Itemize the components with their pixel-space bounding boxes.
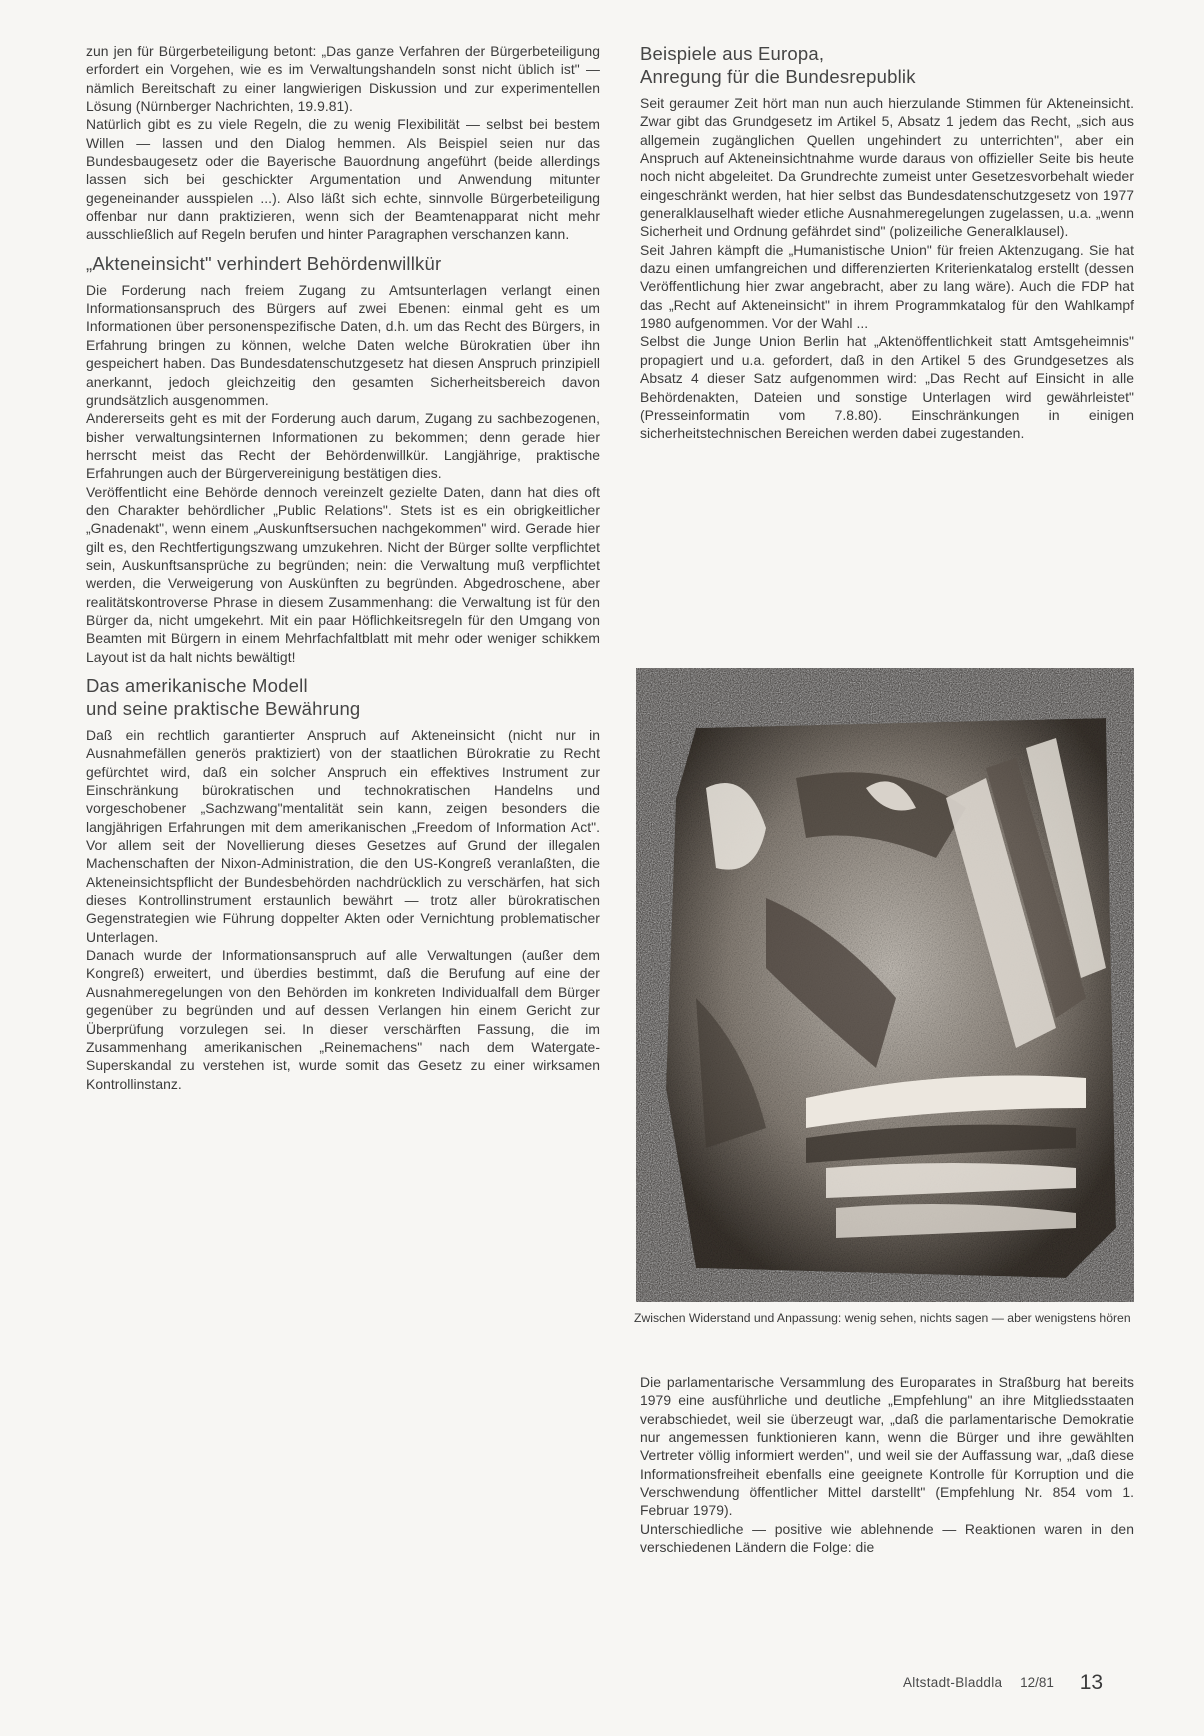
section-heading-akteneinsicht: „Akteneinsicht" verhindert Behördenwillkür — [86, 252, 442, 274]
page-number: 13 — [1079, 1671, 1104, 1694]
paragraph: Die Forderung nach freiem Zugang zu Amtsunterlagen verlangt einen Informationsanspruch des Bürgers auf zwei Ebenen: einmal geht es um Informationen über personenspezifische Daten, d.h. um das Recht des Bürgers, in Erfahrung bringen zu können, welche Daten welche Bürokratien über ihn gespeichert haben. Das Bundesdatenschutzgesetz hat diesen Anspruch prinzipiell anerkannt, jedoch gleichzeitig den gesamten Sicherheitsbereich davon grundsätzlich ausgenommen. — [86, 281, 600, 408]
page-footer — [903, 1669, 1103, 1693]
paragraph: Seit geraumer Zeit hört man nun auch hierzulande Stimmen für Akteneinsicht. Zwar gibt das Grundgesetz im Artikel 5, Absatz 1 jedem das Recht, „sich aus allgemein zugänglichen Quellen ungehindert zu unterrichten", aber ein Anspruch auf Akteneinsichtnahme wurde daraus von offizieller Seite bis heute noch nicht abgeleitet. Da Grundrechte zumeist unter Gesetzesvorbehalt wieder eingeschränkt werden, hat hier selbst das Bundesdatenschutzgesetz von 1977 generalklauselhaft wieder etliche Ausnahmeregelungen zugelassen, u.a. „wenn Sicherheit und Ordnung gefährdet sind" (polizeiliche Generalklausel). — [640, 95, 1134, 240]
heading-line-1: Beispiele aus Europa, — [640, 43, 825, 64]
paragraph: Seit Jahren kämpft die „Humanistische Union" für freien Aktenzugang. Sie hat dazu einen umfangreichen und differenzierten Kriterienkatalog erstellt (dessen Veröffentlichung hier zwar angebracht, aber zu lang wäre). Auch die FDP hat das „Recht auf Akteneinsicht" in ihrem Programmkatalog für den Wahlkampf 1980 aufgenommen. Vor der Wahl ... — [640, 241, 1134, 332]
paragraph: Veröffentlicht eine Behörde dennoch vereinzelt gezielte Daten, dann hat dies oft den Charakter behördlicher „Public Relations". Stets ist es ein obrigkeitlicher „Gnadenakt", wenn einem „Auskunftsersuchen nachgekommen" wird. Gerade hier gilt es, den Rechtfertigungszwang umzukehren. Nicht der Bürger sollte verpflichtet sein, Auskunftsansprüche zu begründen; nein: die Verwaltung muß verpflichtet werden, die Verweigerung von Auskünften zu begründen. Abgedroschene, aber realitätskontroverse Phrase in diesem Zusammenhang: die Verwaltung ist für den Bürger da, nicht umgekehrt. Mit ein paar Höflichkeitsregeln für den Umgang von Beamten mit Bürgern in einem Mehrfachfaltblatt mit mehr oder weniger schikkem Layout ist da halt nichts bewältigt! — [86, 483, 600, 665]
heading-line-2: und seine praktische Bewährung — [86, 698, 361, 719]
section-heading-amerikanisches-modell — [86, 674, 600, 720]
right-column-continued — [640, 1373, 1134, 1556]
paragraph: Andererseits geht es mit der Forderung auch darum, Zugang zu sachbezogenen, bisher verwaltungsinternen Informationen zu bekommen; denn gerade hier herrscht meist das Recht der Behördenwillkür. Langjährige, praktische Erfahrungen auch der Bürgervereinigung bestätigen dies. — [86, 410, 600, 482]
paragraph: Danach wurde der Informationsanspruch auf alle Verwaltungen (außer dem Kongreß) erweitert, und überdies bestimmt, daß die Berufung auf eine der Ausnahmeregelungen von den Behörden im konkreten Individualfall dem Bürger gegenüber zu begründen und auf dessen Verlangen hin einem Gericht zur Überprüfung vorzulegen sei. In dieser verschärften Fassung, die im Zusammenhang amerikanischen „Reinemachens" nach dem Watergate-Superskandal zu verstehen ist, wurde somit das Gesetz zu einer wirksamen Kontrollinstanz. — [86, 947, 600, 1092]
paragraph: Daß ein rechtlich garantierter Anspruch auf Akteneinsicht (nicht nur in Ausnahmefällen generös praktiziert) von der staatlichen Bürokratie zu Recht gefürchtet wird, daß ein solcher Anspruch ein effektives Instrument zur Einschränkung bürokratischen und technokratischen Handelns und vorgeschobener „Sachzwang"mentalität sein kann, zeigen besonders die langjährigen Erfahrungen mit dem amerikanischen „Freedom of Information Act". Vor allem seit der Novellierung dieses Gesetzes auf Grund der illegalen Machenschaften der Nixon-Administration, die den US-Kongreß veranlaßten, die Akteneinsichtspflicht der Bundesbehörden nachdrücklich zu verschärfen, hat sich dieses Kontrollinstrument erstaunlich bewährt — trotz aller bürokratischen Gegenstrategien wie Führung doppelter Akten oder Vernichtung problematischer Unterlagen. — [86, 727, 600, 945]
paragraph: Selbst die Junge Union Berlin hat „Aktenöffentlichkeit statt Amtsgeheimnis" propagiert und u.a. gefordert, daß in den Artikel 5 des Grundgesetzes als Absatz 4 dieser Satz aufgenommen wird: „Das Recht auf Einsicht in alle Behördenakten, Dateien und sonstige Unterlagen wird gewährleistet" (Presseinformatin vom 7.8.80). Einschränkungen in einigen sicherheitstechnischen Bereichen werden dabei zugestanden. — [640, 333, 1134, 442]
heading-line-2: Anregung für die Bundesrepublik — [640, 66, 916, 87]
photo-caption: Zwischen Widerstand und Anpassung: wenig sehen, nichts sagen — aber wenigstens hören — [634, 1311, 1131, 1325]
publication-name: Altstadt-Bladdla — [903, 1675, 1003, 1690]
paragraph: zun jen für Bürgerbeteiligung betont: „Das ganze Verfahren der Bürgerbeteiligung erfordert ein Vorgehen, wie es im Verwaltungshandeln sonst nicht üblich ist" — nämlich Bereitschaft zu einer langwierigen Diskussion und zur experimentellen Lösung (Nürnberger Nachrichten, 19.9.81). — [86, 43, 600, 115]
sculpture-image — [636, 668, 1134, 1302]
left-column — [86, 42, 600, 1093]
heading-line-1: Das amerikanische Modell — [86, 675, 308, 696]
paragraph: Natürlich gibt es zu viele Regeln, die zu wenig Flexibilität — selbst bei bestem Willen — lassen und den Dialog hemmen. Als Beispiel seien nur das Bundesbaugesetz oder die Bayerische Bauordnung angeführt (beide allerdings lassen sich bei geschickter Argumentation und Anwendung mitunter gegeneinander ausspielen ...). Also läßt sich echte, sinnvolle Bürgerbeteiligung offenbar nur dann praktizieren, wenn sich der Beamtenapparat nicht mehr ausschließlich auf Regeln berufen und hinter Paragraphen verschanzen kann. — [86, 116, 600, 243]
sculpture-photo — [636, 668, 1134, 1302]
paragraph: Unterschiedliche — positive wie ablehnende — Reaktionen waren in den verschiedenen Ländern die Folge: die — [640, 1520, 1134, 1556]
paragraph: Die parlamentarische Versammlung des Europarates in Straßburg hat bereits 1979 eine ausführliche und deutliche „Empfehlung" an ihre Mitgliedsstaaten verabschiedet, weil sie überzeugt war, „daß die parlamentarische Demokratie nur angemessen funktionieren kann, wenn die Bürger und ihre gewählten Vertreter völlig informiert werden", und weil sie der Auffassung war, „daß diese Informationsfreiheit ebenfalls eine geeignete Kontrolle für Korruption und die Verschwendung öffentlicher Mittel darstellt" (Empfehlung Nr. 854 vom 1. Februar 1979). — [640, 1374, 1134, 1519]
issue-number: 12/81 — [1020, 1675, 1054, 1690]
section-heading-europa — [640, 42, 1134, 88]
right-column — [640, 42, 1134, 443]
